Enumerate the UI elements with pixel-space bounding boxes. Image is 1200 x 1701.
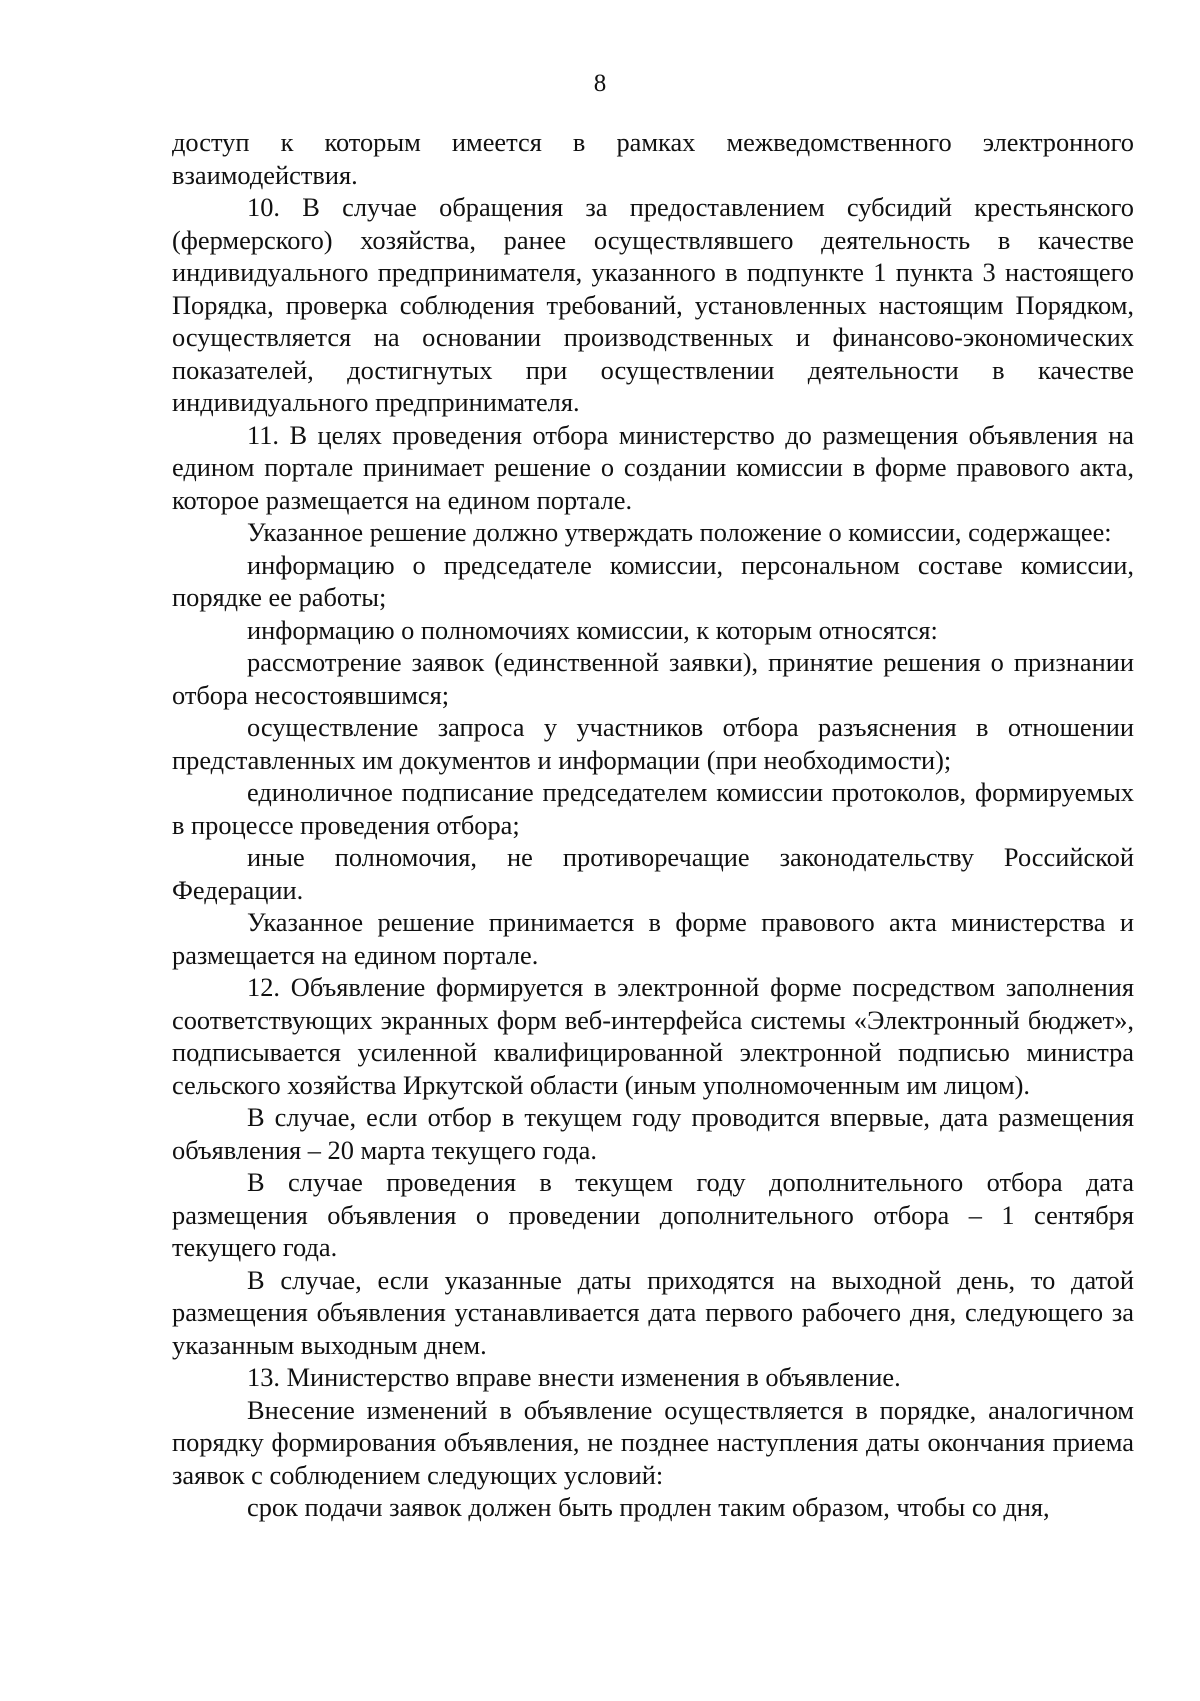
- paragraph-chairman-info: информацию о председателе комиссии, персональном составе комиссии, порядке ее работы;: [172, 549, 1134, 612]
- paragraph-deadline-extension: срок подачи заявок должен быть продлен таким образом, чтобы со дня,: [247, 1492, 1050, 1522]
- paragraph-other-powers: иные полномочия, не противоречащие законодательству Российской Федерации.: [172, 842, 1134, 905]
- paragraph-additional-selection-date: В случае проведения в текущем году дополнительного отбора дата размещения объявления о проведении дополнительного отбора – 1 сентября текущего года.: [172, 1167, 1134, 1262]
- page-number: 8: [593, 70, 607, 97]
- paragraph-13: 13. Министерство вправе внести изменения в объявление.: [247, 1362, 901, 1392]
- paragraph-clarification-request: осуществление запроса у участников отбора разъяснения в отношении представленных им документов и информации (при необходимости);: [172, 712, 1134, 775]
- paragraph-10: 10. В случае обращения за предоставлением субсидий крестьянского (фермерского) хозяйства, ранее осуществлявшего деятельность в качестве индивидуального предпринимателя, указанного в подпункте 1 пункта 3 настоящего Порядка, проверка соблюдения требований, установленных настоящим Порядком, осуществляется на основании производственных и финансово-экономических показателей, достигнутых при осуществлении деятельности в качестве индивидуального предпринимателя.: [172, 192, 1134, 417]
- paragraph-decision-form: Указанное решение принимается в форме правового акта министерства и размещается на едином портале.: [172, 907, 1134, 970]
- document-body: [172, 126, 1134, 1524]
- paragraph-powers-info: информацию о полномочиях комиссии, к которым относятся:: [247, 614, 938, 645]
- paragraph-amendment-procedure: Внесение изменений в объявление осуществляется в порядке, аналогичном порядку формирования объявления, не позднее наступления даты окончания приема заявок с соблюдением следующих условий:: [172, 1394, 1134, 1490]
- paragraph-12: 12. Объявление формируется в электронной форме посредством заполнения соответствующих экранных форм веб-интерфейса системы «Электронный бюджет», подписывается усиленной квалифицированной электронной подписью министра сельского хозяйства Иркутской области (иным уполномоченным им лицом).: [172, 972, 1134, 1100]
- paragraph-commission-decision: Указанное решение должно утверждать положение о комиссии, содержащее:: [247, 517, 1112, 547]
- paragraph-review-applications: рассмотрение заявок (единственной заявки), принятие решения о признании отбора несостоявшимся;: [172, 647, 1134, 710]
- paragraph-sole-signing: единоличное подписание председателем комиссии протоколов, формируемых в процессе проведения отбора;: [172, 777, 1134, 840]
- paragraph-first-selection-date: В случае, если отбор в текущем году проводится впервые, дата размещения объявления – 20 марта текущего года.: [172, 1102, 1134, 1165]
- paragraph-11: 11. В целях проведения отбора министерство до размещения объявления на едином портале принимает решение о создании комиссии в форме правового акта, которое размещается на едином портале.: [172, 419, 1134, 515]
- paragraph-continuation: доступ к которым имеется в рамках межведомственного электронного взаимодействия.: [172, 127, 1134, 190]
- paragraph-weekend-rule: В случае, если указанные даты приходятся на выходной день, то датой размещения объявления устанавливается дата первого рабочего дня, следующего за указанным выходным днем.: [172, 1264, 1134, 1360]
